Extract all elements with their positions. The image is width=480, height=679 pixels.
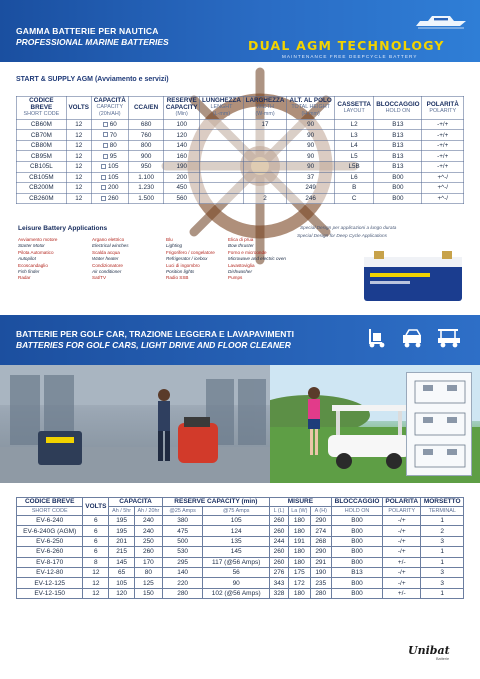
table-cell [200, 119, 244, 130]
table-cell [200, 140, 244, 151]
table-cell: B13 [374, 130, 422, 141]
table-cell: 160 [164, 151, 200, 162]
table-cell: 280 [310, 588, 331, 598]
table-cell: 3 [421, 567, 464, 577]
col-length: LUNGHEZZA LENGHT (L-mm) [200, 97, 244, 120]
table-cell: -+/+ [422, 140, 464, 151]
leisure-item: Condizionatore [92, 262, 123, 268]
table-cell: 95 [91, 151, 128, 162]
leisure-item: Starter Motor [18, 243, 45, 249]
table-cell: 56 [203, 567, 269, 577]
table-cell: +^-/ [422, 183, 464, 194]
golf-battery-table [16, 497, 464, 599]
header-title-en: PROFESSIONAL MARINE BATTERIES [16, 37, 169, 47]
table-cell: 274 [310, 526, 331, 536]
table-cell: 249 [287, 183, 335, 194]
col-height: ALT. AL POLO TOTAL HEIGHT (H-mm) [287, 97, 335, 120]
table-cell [200, 183, 244, 194]
col-res-25a: @25 Amps [162, 507, 203, 516]
table-row [17, 172, 464, 183]
leisure-item: Air conditioner [92, 269, 122, 275]
table-header-row [17, 498, 464, 507]
table-cell: 800 [128, 140, 163, 151]
table-cell: +/- [383, 557, 421, 567]
table-cell: 260 [269, 557, 288, 567]
leisure-item: Pilota Automatico [18, 249, 54, 255]
table-cell: L5B [334, 161, 373, 172]
table-row [17, 557, 464, 567]
table-cell: 105 [91, 161, 128, 172]
table-row [17, 130, 464, 141]
table-cell: L6 [334, 172, 373, 183]
table-cell: 240 [134, 516, 162, 526]
table-row [17, 547, 464, 557]
leisure-item: Refrigerator / icebox [166, 256, 208, 262]
col-holddown-sub: HOLD ON [331, 507, 382, 516]
table-cell: L5 [334, 151, 373, 162]
unibat-logo: Unibat [408, 644, 450, 657]
table-cell: 12 [66, 119, 91, 130]
table-cell: 124 [203, 526, 269, 536]
col-cca: CCA/EN [128, 97, 163, 120]
table-row [17, 536, 464, 546]
table-cell: 250 [134, 536, 162, 546]
header-title-it: GAMMA BATTERIE PER NAUTICA [16, 26, 159, 36]
col-dimensions: MISURE [269, 498, 331, 507]
checkbox-icon [101, 196, 106, 201]
warehouse-floor-cleaner-photo [0, 365, 270, 483]
table-cell: B00 [331, 578, 382, 588]
table-cell [243, 130, 287, 141]
golf-title-it: BATTERIE PER GOLF CAR, TRAZIONE LEGGERA E LAVAPAVIMENTI [16, 329, 294, 339]
table-cell: 90 [287, 151, 335, 162]
leisure-item: Microwave and electric oven [228, 256, 286, 262]
col-reserve: RESERVE CAPACITY (Min) [164, 97, 200, 120]
deep-cycle-note-en: Special Design for Deep Cycle Applications [297, 233, 387, 238]
col-code: CODICE BREVE SHORT CODE [17, 97, 67, 120]
table-cell: B00 [374, 193, 422, 204]
table-cell: 150 [134, 588, 162, 598]
table-cell [243, 151, 287, 162]
table-cell: B00 [374, 183, 422, 194]
table-cell: B00 [331, 536, 382, 546]
table-cell: 12 [66, 172, 91, 183]
leisure-item: Lighting [166, 243, 183, 249]
deep-cycle-note-it: Special Design per applicazioni a lungo durata [300, 225, 397, 230]
col-box: CASSETTA LAYOUT [334, 97, 373, 120]
table-cell: B00 [331, 547, 382, 557]
table-cell: 260 [91, 193, 128, 204]
leisure-item: Blu [166, 237, 173, 242]
table-cell: 105 [91, 172, 128, 183]
table-cell: CB70M [17, 130, 67, 141]
table-cell [200, 172, 244, 183]
col-polarity: POLARITA [383, 498, 421, 507]
table-cell: 328 [269, 588, 288, 598]
col-code-sub: SHORT CODE [17, 507, 83, 516]
col-polarity: POLARITÀ POLARITY [422, 97, 464, 120]
table-cell: 145 [203, 547, 269, 557]
start-supply-title: START & SUPPLY AGM (Avviamento e servizi) [16, 76, 169, 83]
table-cell: 1 [421, 588, 464, 598]
table-row [17, 183, 464, 194]
table-cell: 105 [109, 578, 135, 588]
table-cell: 135 [203, 536, 269, 546]
table-cell: 125 [134, 578, 162, 588]
checkbox-icon [101, 185, 106, 190]
table-cell: 100 [164, 119, 200, 130]
table-row [17, 567, 464, 577]
table-cell: B13 [331, 567, 382, 577]
col-dim-w: La (W) [289, 507, 310, 516]
table-cell: 290 [310, 547, 331, 557]
table-cell: CB60M [17, 119, 67, 130]
header-band [0, 0, 480, 62]
table-cell: 6 [83, 526, 109, 536]
golf-title-en: BATTERIES FOR GOLF CARS, LIGHT DRIVE AND FLOOR CLEANER [16, 340, 291, 350]
table-cell: 268 [310, 536, 331, 546]
table-cell: CB105L [17, 161, 67, 172]
checkbox-icon [103, 122, 108, 127]
leisure-item: Ecoscandaglio [18, 262, 48, 268]
table-cell [200, 130, 244, 141]
leisure-item: Radar [18, 275, 31, 281]
table-cell: 201 [109, 536, 135, 546]
table-cell: B00 [331, 526, 382, 536]
table-cell: 2 [243, 193, 287, 204]
logo-title: DUAL AGM TECHNOLOGY [248, 38, 445, 53]
table-cell [200, 151, 244, 162]
terminal-diagram-panel [406, 372, 472, 476]
table-cell: 291 [310, 557, 331, 567]
table-cell: 1.500 [128, 193, 163, 204]
table-row [17, 578, 464, 588]
table-cell: 65 [109, 567, 135, 577]
table-cell: 343 [269, 578, 288, 588]
leisure-item: Avviamento motore [18, 237, 58, 242]
table-cell: B13 [374, 151, 422, 162]
checkbox-icon [103, 154, 108, 159]
leisure-item: Bow thruster [228, 243, 254, 249]
leisure-applications-list [18, 237, 298, 282]
col-capacity: CAPACITÀ CAPACITY (20h/AH) [91, 97, 128, 120]
table-cell [243, 183, 287, 194]
start-supply-table [16, 96, 464, 204]
table-cell: EV-6-240G (AGM) [17, 526, 83, 536]
table-cell: CB95M [17, 151, 67, 162]
leisure-item: Electrical winches [92, 243, 129, 249]
table-cell: +^-/ [422, 193, 464, 204]
checkbox-icon [103, 132, 108, 137]
table-cell: B00 [331, 516, 382, 526]
table-cell: 260 [269, 547, 288, 557]
col-reserve: RESERVE CAPACITY (min) [162, 498, 269, 507]
table-cell: 17 [243, 119, 287, 130]
table-row [17, 140, 464, 151]
table-row [17, 516, 464, 526]
table-cell: B00 [331, 557, 382, 567]
leisure-item: Lavastoviglia [228, 262, 255, 268]
table-cell: -+/+ [422, 130, 464, 141]
table-cell [200, 161, 244, 172]
unibat-logo-sub: Batterie [436, 657, 450, 661]
table-cell: 195 [109, 526, 135, 536]
col-terminal: MORSETTO [421, 498, 464, 507]
table-cell: 530 [162, 547, 203, 557]
table-cell: 560 [164, 193, 200, 204]
table-cell: EV-12-125 [17, 578, 83, 588]
table-cell: CB105M [17, 172, 67, 183]
col-polarity-sub: POLARITY [383, 507, 421, 516]
col-cap-5hr: Ah / 5hr [109, 507, 135, 516]
table-cell: EV-8-170 [17, 557, 83, 567]
table-cell: 170 [134, 557, 162, 567]
col-volts: VOLTS [66, 97, 91, 120]
table-cell: CB260M [17, 193, 67, 204]
table-row [17, 193, 464, 204]
leisure-item: Autopilot [18, 256, 36, 262]
leisure-item: Luci di ingombro [166, 262, 200, 268]
table-row [17, 588, 464, 598]
table-cell: 240 [134, 526, 162, 536]
table-cell: 1.230 [128, 183, 163, 194]
table-cell: 12 [66, 183, 91, 194]
table-cell: 180 [289, 557, 310, 567]
table-cell: EV-12-80 [17, 567, 83, 577]
table-cell: 80 [134, 567, 162, 577]
table-cell: CB80M [17, 140, 67, 151]
table-cell: 80 [91, 140, 128, 151]
table-cell [243, 172, 287, 183]
table-cell: 90 [287, 140, 335, 151]
col-terminal-sub: TERMINAL [421, 507, 464, 516]
table-cell: 145 [109, 557, 135, 567]
boat-icon [414, 12, 468, 34]
table-cell: C [334, 193, 373, 204]
checkbox-icon [103, 143, 108, 148]
table-cell: 260 [269, 516, 288, 526]
table-cell: 246 [287, 193, 335, 204]
table-cell: 117 (@56 Amps) [203, 557, 269, 567]
table-cell: 105 [203, 516, 269, 526]
table-cell: B00 [374, 172, 422, 183]
table-cell: EV-6-260 [17, 547, 83, 557]
table-cell: 12 [66, 140, 91, 151]
table-cell: 450 [164, 183, 200, 194]
table-cell: 1 [421, 547, 464, 557]
golf-band [0, 315, 480, 365]
table-cell [243, 140, 287, 151]
col-holddown: BLOCCAGGIO [331, 498, 382, 507]
table-cell: CB200M [17, 183, 67, 194]
col-width: LARGHEZZA WIDTH (W-mm) [243, 97, 287, 120]
table-cell: EV-12-150 [17, 588, 83, 598]
table-cell: 90 [287, 161, 335, 172]
table-cell: 290 [310, 516, 331, 526]
col-holddown: BLOCCAGGIO HOLD ON [374, 97, 422, 120]
table-cell: B00 [331, 588, 382, 598]
table-cell: 175 [289, 567, 310, 577]
col-code: CODICE BREVE [17, 498, 83, 507]
table-cell: 6 [83, 536, 109, 546]
table-cell: -/+ [383, 516, 421, 526]
golf-cart-icon [436, 327, 462, 349]
table-cell: 90 [203, 578, 269, 588]
leisure-item: Fish finder [18, 269, 40, 275]
table-cell: 380 [162, 516, 203, 526]
table-cell: 760 [128, 130, 163, 141]
table-cell: 950 [128, 161, 163, 172]
table-cell: +/- [383, 588, 421, 598]
table-cell: 12 [83, 588, 109, 598]
leisure-item: Elica di prua [228, 237, 254, 242]
table-cell: 172 [289, 578, 310, 588]
table-cell: 12 [66, 161, 91, 172]
table-cell: 260 [269, 526, 288, 536]
col-volts: VOLTS [83, 498, 109, 516]
table-cell: 475 [162, 526, 203, 536]
table-cell: 12 [83, 567, 109, 577]
logo-subtitle: MAINTENANCE FREE DEEPCYCLE BATTERY [282, 54, 418, 59]
table-cell: 295 [162, 557, 203, 567]
hand-truck-icon [364, 327, 390, 349]
table-cell: 190 [164, 161, 200, 172]
checkbox-icon [101, 175, 106, 180]
table-cell: EV-6-240 [17, 516, 83, 526]
table-cell: 140 [164, 140, 200, 151]
leisure-item: Argano elettrico [92, 237, 125, 242]
leisure-item: Dishwasher [228, 269, 252, 275]
table-cell: -+/+ [422, 151, 464, 162]
table-cell: L3 [334, 130, 373, 141]
table-cell: L4 [334, 140, 373, 151]
leisure-item: Water heater [92, 256, 119, 262]
table-cell: 180 [289, 516, 310, 526]
table-cell: 500 [162, 536, 203, 546]
table-cell: 8 [83, 557, 109, 567]
table-cell: 235 [310, 578, 331, 588]
table-cell: 260 [134, 547, 162, 557]
table-cell: 12 [66, 193, 91, 204]
table-cell: 680 [128, 119, 163, 130]
table-cell: 195 [109, 516, 135, 526]
table-cell: 102 (@56 Amps) [203, 588, 269, 598]
table-cell: 60 [91, 119, 128, 130]
table-cell: 280 [162, 588, 203, 598]
table-cell: 90 [287, 130, 335, 141]
table-cell: 1 [421, 516, 464, 526]
table-cell: B13 [374, 140, 422, 151]
table-cell: 180 [289, 588, 310, 598]
table-cell: 215 [109, 547, 135, 557]
table-cell: -+/+ [422, 119, 464, 130]
table-cell: 180 [289, 526, 310, 536]
table-cell: EV-6-250 [17, 536, 83, 546]
table-cell: 2 [421, 526, 464, 536]
table-cell: -+/+ [422, 161, 464, 172]
table-cell [200, 193, 244, 204]
table-cell: 900 [128, 151, 163, 162]
dual-agm-logo [238, 6, 474, 62]
table-cell: 37 [287, 172, 335, 183]
table-cell: 276 [269, 567, 288, 577]
checkbox-icon [101, 164, 106, 169]
table-cell: 6 [83, 516, 109, 526]
table-cell: B13 [374, 119, 422, 130]
col-dim-h: A (H) [310, 507, 331, 516]
table-cell: B13 [374, 161, 422, 172]
table-cell: -/+ [383, 547, 421, 557]
table-row [17, 119, 464, 130]
table-cell: -/+ [383, 536, 421, 546]
table-cell: +^-/ [422, 172, 464, 183]
table-cell: 120 [109, 588, 135, 598]
table-cell: 200 [164, 172, 200, 183]
table-cell: 12 [83, 578, 109, 588]
table-cell [243, 161, 287, 172]
table-row [17, 161, 464, 172]
leisure-item: Scalda acqua [92, 249, 120, 255]
leisure-item: Forno e microonde [228, 249, 267, 255]
table-cell: 3 [421, 536, 464, 546]
table-cell: 90 [287, 119, 335, 130]
leisure-item: Radio SSB [166, 275, 189, 281]
col-dim-l: L (L) [269, 507, 288, 516]
table-cell: 180 [289, 547, 310, 557]
table-row [17, 151, 464, 162]
table-cell: L2 [334, 119, 373, 130]
table-cell: -/+ [383, 526, 421, 536]
table-cell: 140 [162, 567, 203, 577]
table-cell: 120 [164, 130, 200, 141]
leisure-item: Frigorifero / congelatore [166, 249, 215, 255]
table-cell: 191 [289, 536, 310, 546]
table-cell: -/+ [383, 578, 421, 588]
leisure-item: Position lights [166, 269, 195, 275]
col-cap-20hr: Ah / 20hr [134, 507, 162, 516]
table-cell: B [334, 183, 373, 194]
golf-icons [364, 327, 462, 349]
utility-vehicle-icon [400, 327, 426, 349]
table-cell: 3 [421, 578, 464, 588]
table-cell: 200 [91, 183, 128, 194]
table-cell: 70 [91, 130, 128, 141]
table-row [17, 526, 464, 536]
table-cell: 190 [310, 567, 331, 577]
leisure-item: Pumps [228, 275, 243, 281]
table-cell: 1 [421, 557, 464, 567]
table-cell: 12 [66, 151, 91, 162]
col-res-75a: @75 Amps [203, 507, 269, 516]
table-cell: 220 [162, 578, 203, 588]
leisure-title: Leisure Battery Applications [18, 225, 108, 232]
table-cell: 1.100 [128, 172, 163, 183]
leisure-item: Sat/TV [92, 275, 107, 281]
table-cell: 12 [66, 130, 91, 141]
col-capacity: CAPACITA [109, 498, 163, 507]
table-cell: 244 [269, 536, 288, 546]
table-cell: -/+ [383, 567, 421, 577]
table-header-row [17, 97, 464, 120]
battery-image [358, 243, 468, 307]
table-cell: 6 [83, 547, 109, 557]
